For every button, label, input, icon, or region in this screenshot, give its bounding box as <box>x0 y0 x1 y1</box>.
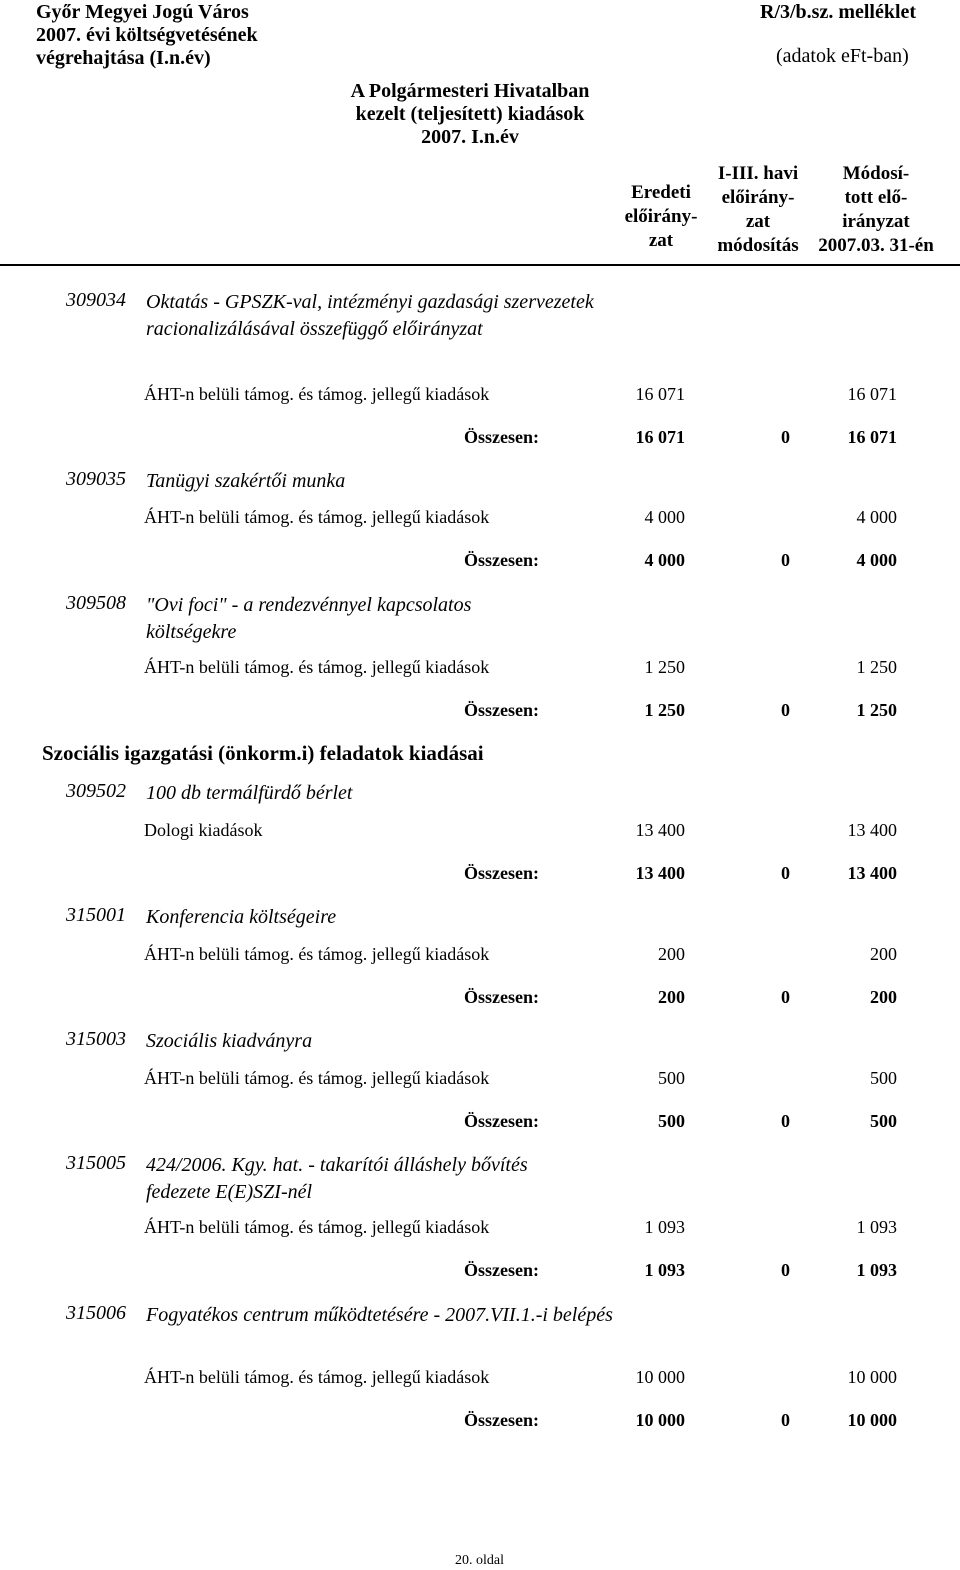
header-expenses: kezelt (teljesített) kiadások <box>355 103 585 125</box>
item-modified: 13 400 <box>847 820 897 840</box>
item-original: 200 <box>658 944 685 964</box>
header-rule <box>0 264 960 266</box>
header-execution: végrehajtása (I.n.év) <box>36 47 211 69</box>
item-modified: 1 250 <box>856 657 897 677</box>
item-label: ÁHT-n belüli támog. és támog. jellegű kiadások <box>144 384 490 404</box>
block-code: 309508 <box>66 592 126 614</box>
item-label: ÁHT-n belüli támog. és támog. jellegű kiadások <box>144 1367 490 1387</box>
header-city: Győr Megyei Jogú Város <box>36 1 249 23</box>
block-title: Szociális kiadványra <box>146 1030 313 1052</box>
total-label: Összesen: <box>464 1410 539 1430</box>
total-label: Összesen: <box>464 550 539 570</box>
col-original-header: Eredeti előirány- zat <box>624 182 698 251</box>
col-modification-header: I-III. havi előirány- zat módosítás <box>717 163 799 256</box>
block-title: Fogyatékos centrum működtetésére - 2007.VII.1.-i belépés <box>146 1304 613 1326</box>
item-original: 16 071 <box>635 384 685 404</box>
header-budget: 2007. évi költségvetésének <box>36 24 258 46</box>
block-title: Oktatás - GPSZK-val, intézményi gazdasági szervezetek racionalizálásával összefüggő előirányzat <box>146 291 594 340</box>
total-modification: 0 <box>781 863 790 883</box>
total-modification: 0 <box>781 427 790 447</box>
total-original: 1 093 <box>644 1260 685 1280</box>
item-label: ÁHT-n belüli támog. és támog. jellegű kiadások <box>144 1068 490 1088</box>
total-original: 500 <box>658 1111 685 1131</box>
total-label: Összesen: <box>464 1260 539 1280</box>
total-modified: 200 <box>870 987 897 1007</box>
block-title: 100 db termálfürdő bérlet <box>146 782 353 804</box>
block-code: 315006 <box>66 1302 126 1324</box>
total-label: Összesen: <box>464 427 539 447</box>
block-code: 315003 <box>66 1028 126 1050</box>
annex-label: R/3/b.sz. melléklet <box>760 1 917 23</box>
total-label: Összesen: <box>464 987 539 1007</box>
total-original: 16 071 <box>635 427 685 447</box>
item-original: 1 093 <box>644 1217 685 1237</box>
item-modified: 10 000 <box>847 1367 897 1387</box>
header-left <box>36 1 258 70</box>
item-original: 500 <box>658 1068 685 1088</box>
item-modified: 500 <box>870 1068 897 1088</box>
total-label: Összesen: <box>464 700 539 720</box>
total-modified: 500 <box>870 1111 897 1131</box>
total-modification: 0 <box>781 700 790 720</box>
item-label: ÁHT-n belüli támog. és támog. jellegű kiadások <box>144 507 490 527</box>
total-modification: 0 <box>781 550 790 570</box>
page-number: 20. oldal <box>455 1553 504 1568</box>
item-modified: 200 <box>870 944 897 964</box>
block-title: Konferencia költségeire <box>146 906 337 928</box>
block-code: 315001 <box>66 904 126 926</box>
header-period: 2007. I.n.év <box>421 126 519 148</box>
total-modified: 16 071 <box>847 427 897 447</box>
item-modified: 16 071 <box>847 384 897 404</box>
total-modified: 4 000 <box>856 550 897 570</box>
block-title: 424/2006. Kgy. hat. - takarítói álláshely bővítés fedezete E(E)SZI-nél <box>146 1154 528 1203</box>
block-title: "Ovi foci" - a rendezvénnyel kapcsolatos költségekre <box>146 594 472 643</box>
item-original: 10 000 <box>635 1367 685 1387</box>
item-label: ÁHT-n belüli támog. és támog. jellegű kiadások <box>144 1217 490 1237</box>
total-modification: 0 <box>781 1111 790 1131</box>
total-original: 1 250 <box>644 700 685 720</box>
total-modified: 13 400 <box>847 863 897 883</box>
block-code: 309035 <box>66 468 126 490</box>
total-original: 4 000 <box>644 550 685 570</box>
item-modified: 1 093 <box>856 1217 897 1237</box>
item-label: Dologi kiadások <box>144 820 263 840</box>
block-code: 309502 <box>66 780 126 802</box>
total-modified: 1 093 <box>856 1260 897 1280</box>
unit-label: (adatok eFt-ban) <box>776 45 909 67</box>
item-label: ÁHT-n belüli támog. és támog. jellegű kiadások <box>144 657 490 677</box>
total-label: Összesen: <box>464 863 539 883</box>
total-modification: 0 <box>781 1260 790 1280</box>
total-original: 200 <box>658 987 685 1007</box>
total-modified: 10 000 <box>847 1410 897 1430</box>
item-label: ÁHT-n belüli támog. és támog. jellegű kiadások <box>144 944 490 964</box>
total-modified: 1 250 <box>856 700 897 720</box>
header-office: A Polgármesteri Hivatalban <box>350 80 590 102</box>
total-original: 13 400 <box>635 863 685 883</box>
item-original: 1 250 <box>644 657 685 677</box>
total-modification: 0 <box>781 1410 790 1430</box>
item-modified: 4 000 <box>856 507 897 527</box>
total-original: 10 000 <box>635 1410 685 1430</box>
block-code: 315005 <box>66 1152 126 1174</box>
total-modification: 0 <box>781 987 790 1007</box>
item-original: 13 400 <box>635 820 685 840</box>
item-original: 4 000 <box>644 507 685 527</box>
block-code: 309034 <box>66 289 126 311</box>
block-title: Tanügyi szakértői munka <box>146 470 346 492</box>
header-center <box>320 80 620 149</box>
section-title: Szociális igazgatási (önkorm.i) feladatok kiadásai <box>42 741 484 765</box>
col-modified-header: Módosí- tott elő- irányzat 2007.03. 31-én <box>818 163 934 256</box>
total-label: Összesen: <box>464 1111 539 1131</box>
